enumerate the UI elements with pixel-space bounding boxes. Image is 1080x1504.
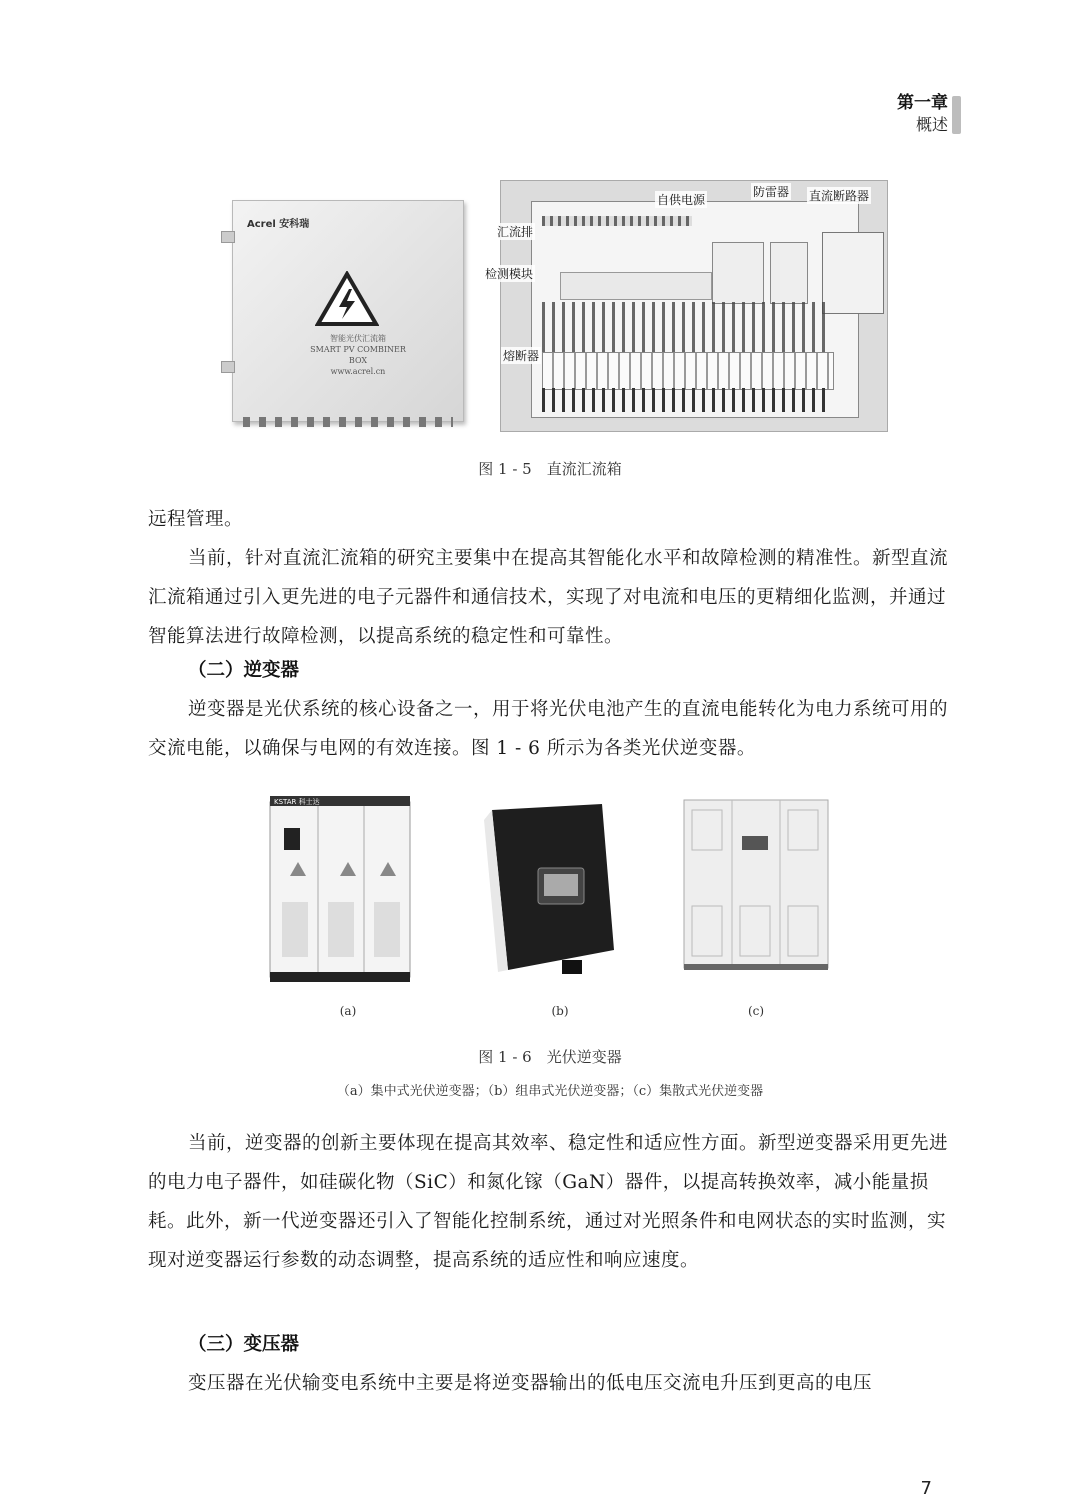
nameplate-url: www.acrel.cn [330,367,386,376]
callout-dc-breaker: 直流断路器 [809,189,870,203]
hinge [221,361,235,373]
figure-label-c: (c) [747,1004,765,1018]
figure-1-6-caption: 图 1 - 6 光伏逆变器 [478,1048,622,1066]
combiner-box-open-image [485,180,888,432]
figure-label-b: (b) [551,1004,569,1018]
hinge [221,231,235,243]
callout-surge-protector: 防雷器 [753,185,790,199]
detection-module-graphic [560,272,712,300]
paragraph-transformer: 变压器在光伏输变电系统中主要是将逆变器输出的低电压交流电升压到更高的电压 [188,1373,873,1394]
callout-power-supply: 自供电源 [657,193,706,207]
chapter-title: 概述 [915,115,948,134]
paragraph-inverter-intro: 逆变器是光伏系统的核心设备之一，用于将光伏电池产生的直流电能转化为电力系统可用的交流电能，以确保与电网的有效连接。图 1 - 6 所示为各类光伏逆变器。 [148,699,949,759]
central-inverter-image [268,792,414,984]
wiring-graphic [542,388,832,412]
nameplate-en: SMART PV COMBINER BOX [310,345,406,365]
figure-1-6-subcaption: （a）集中式光伏逆变器；（b）组串式光伏逆变器；（c）集散式光伏逆变器 [336,1084,764,1099]
figure-label-a: (a) [339,1004,357,1018]
callout-detection-module: 检测模块 [485,267,534,281]
callout-fuse: 熔断器 [503,349,540,363]
paragraph-inverter-innovation: 当前，逆变器的创新主要体现在提高其效率、稳定性和适应性方面。新型逆变器采用更先进的电力电子器件，如硅碳化物（SiC）和氮化镓（GaN）器件，以提高转换效率，减小能量损耗。此外，新一代逆变器还引入了智能化控制系统，通过对光照条件和电网状态的实时监测，实现对逆变器运行参数的动态调整，提高系统的适应性和响应速度。 [148,1133,949,1271]
surge-protector-graphic [770,242,808,304]
heading-transformer: （三）变压器 [188,1334,300,1355]
box-interior [531,201,859,418]
figure-1-5-caption: 图 1 - 5 直流汇流箱 [478,460,622,478]
cable-glands [243,417,453,427]
paragraph-continuation: 远程管理。 [148,509,244,530]
page-number: 7 [920,1478,932,1499]
combiner-box-closed-image [232,200,464,422]
chapter-tab-marker [952,96,961,134]
string-inverter-image [482,800,616,980]
nameplate-cn: 智能光伏汇流箱 [330,334,386,343]
fuse-row-graphic [542,352,834,390]
callout-busbar: 汇流排 [497,225,534,239]
box-brand-logo: Acrel 安科瑞 [247,219,310,230]
chapter-number: 第一章 [897,93,948,113]
box-nameplate [303,333,413,377]
paragraph-combiner-research: 当前，针对直流汇流箱的研究主要集中在提高其智能化水平和故障检测的精准性。新型直流汇流箱通过引入更先进的电子元器件和通信技术，实现了对电流和电压的更精细化监测，并通过智能算法进行故障检测，以提高系统的稳定性和可靠性。 [148,548,949,647]
busbar-graphic [542,216,692,226]
distributed-inverter-image [682,796,832,976]
power-supply-graphic [712,242,764,304]
inverter-a-brand: KSTAR 科士达 [274,798,320,806]
chapter-header [897,92,948,136]
high-voltage-warning-icon [315,271,379,327]
heading-inverter: （二）逆变器 [188,660,300,681]
